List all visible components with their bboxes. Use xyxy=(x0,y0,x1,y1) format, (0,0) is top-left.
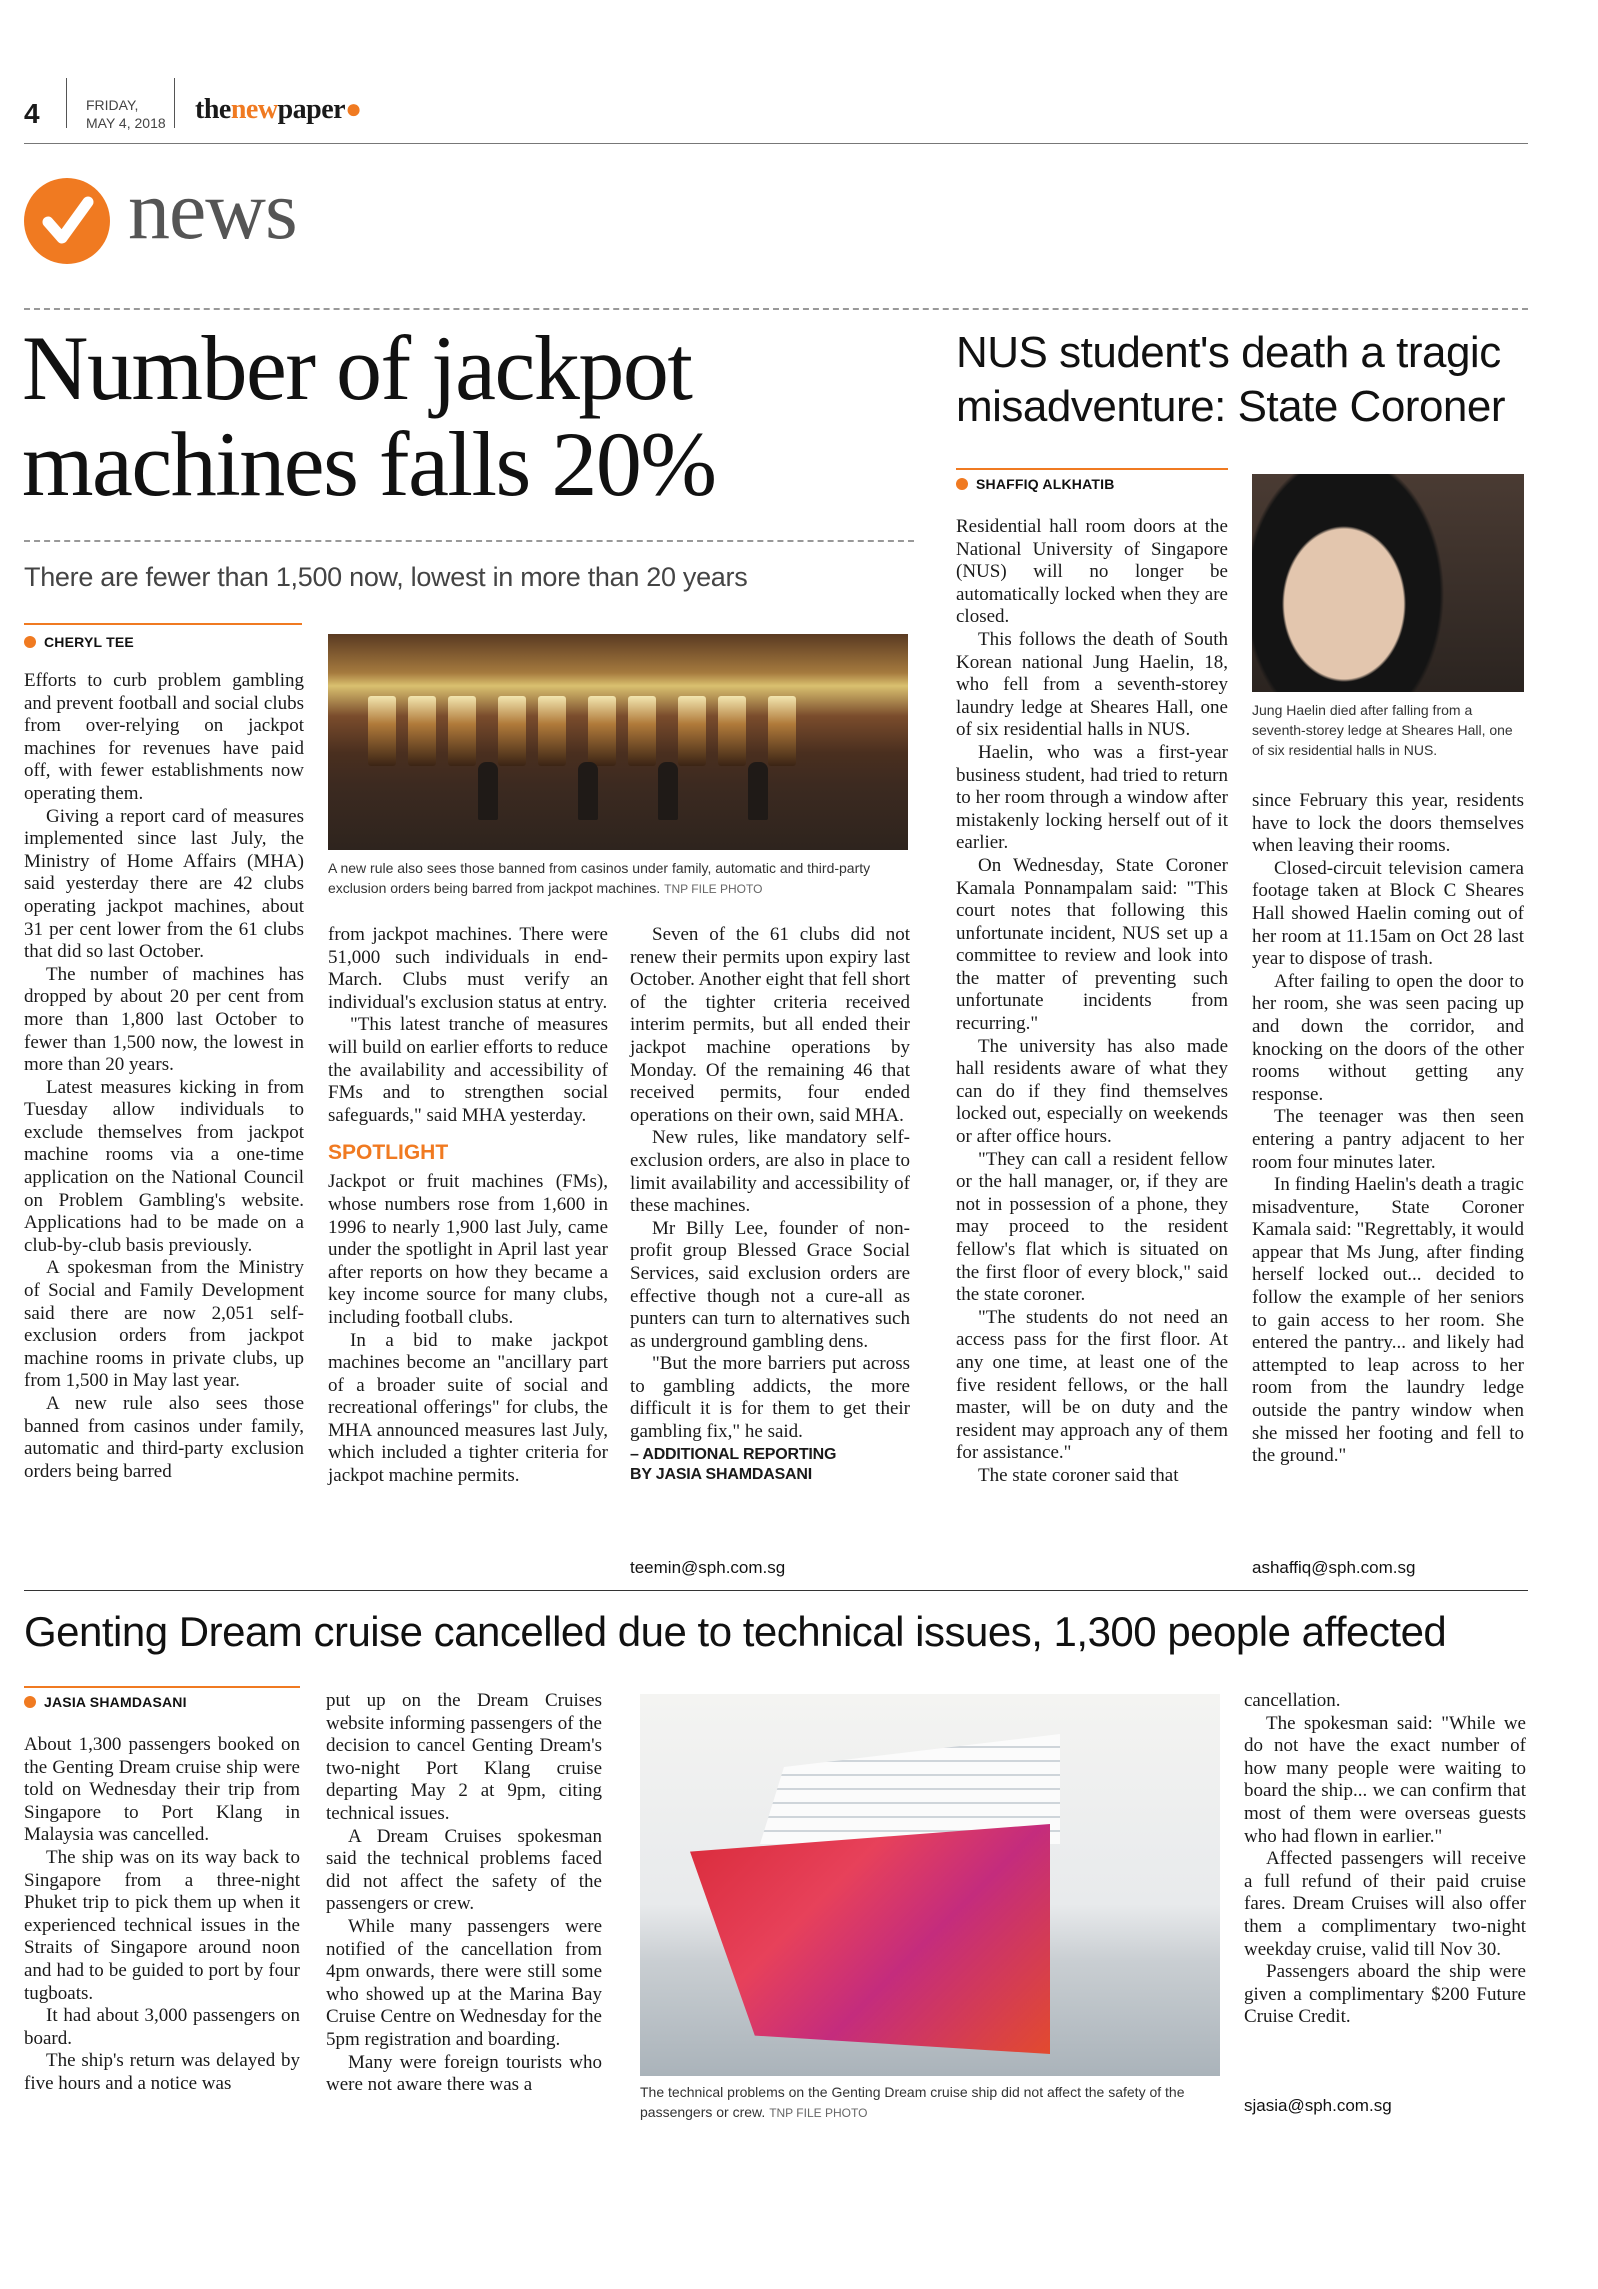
slot-machine xyxy=(408,696,436,766)
paragraph: Giving a report card of measures implemented since last July, the Ministry of Home Affairs (MHA) said yesterday there are 42 clubs operating jackpot machines, about 31 per cent lower from the 61 clubs that did so last October. xyxy=(24,805,304,963)
brand-logo xyxy=(195,94,361,126)
story1-column-1 xyxy=(24,670,304,1483)
paragraph: Mr Billy Lee, founder of non-profit group Blessed Grace Social Services, said exclusion orders are effective though not a cure-all as punters can turn to alternatives such as underground gambling dens. xyxy=(630,1217,910,1352)
paragraph: A new rule also sees those banned from casinos under family, automatic and third-party exclusion orders being barred xyxy=(24,1393,304,1482)
paragraph: While many passengers were notified of the cancellation from 4pm onwards, there were still some who showed up at the Marina Bay Cruise Centre on Wednesday for the 5pm registration and boarding. xyxy=(326,1915,602,2050)
header-divider xyxy=(66,78,67,128)
story1-divider xyxy=(24,540,914,542)
slot-machine xyxy=(368,696,396,766)
paragraph: "But the more barriers put across to gambling addicts, the more difficult it is for them to get their gambling fix," he said. xyxy=(630,1353,910,1443)
story2-byline xyxy=(956,476,1115,492)
reporting-credit: BY JASIA SHAMDASANI xyxy=(630,1465,813,1483)
story2-headline-line: misadventure: State Coroner xyxy=(956,382,1506,431)
story1-byline-name: CHERYL TEE xyxy=(44,634,134,650)
patron xyxy=(578,762,598,820)
brand-paper: paper xyxy=(277,94,346,125)
paragraph: The ship was on its way back to Singapore from a three-night Phuket trip to pick them up when it experienced technical issues in the Straits of Singapore around noon and had to be guided to port by four tugboats. xyxy=(24,1846,300,2004)
paragraph: Seven of the 61 clubs did not renew their permits upon expiry last October. Another eight that fell short of the tighter criteria received interim permits, but all ended their jackpot machine operations by Monday. Of the remaining 46 that received permits, four ended operations on their own, said MHA. xyxy=(630,924,910,1126)
photo-credit: TNP FILE PHOTO xyxy=(769,2106,868,2120)
story3-byline-rule xyxy=(24,1686,300,1688)
paragraph: A Dream Cruises spokesman said the technical problems faced did not affect the safety of the passengers or crew. xyxy=(326,1825,602,1915)
paragraph: "The students do not need an access pass for the first floor. At any one time, at least one of the five resident fellows, or the hall master, will be on duty and the resident may approach any of them for assistance." xyxy=(956,1306,1228,1464)
paragraph: Many were foreign tourists who were not aware there was a xyxy=(326,2051,602,2096)
byline-dot-icon xyxy=(24,636,36,648)
header-rule xyxy=(24,143,1528,144)
cruise-ship-photo-caption xyxy=(640,2082,1220,2123)
page-number: 4 xyxy=(24,98,40,129)
paragraph: The state coroner said that xyxy=(978,1464,1179,1486)
paragraph: since February this year, residents have to lock the doors themselves when leaving their rooms. xyxy=(1252,790,1524,857)
spotlight-subhead: SPOTLIGHT xyxy=(328,1141,449,1165)
story3-byline xyxy=(24,1694,187,1710)
story2-headline-line: NUS student's death a tragic xyxy=(956,328,1501,377)
paragraph: About 1,300 passengers booked on the Genting Dream cruise ship were told on Wednesday their trip from Singapore to Port Klang in Malaysia was cancelled. xyxy=(24,1734,300,1846)
ship-hull xyxy=(690,1824,1050,2054)
story3-rule xyxy=(24,1590,1528,1591)
paragraph: After failing to open the door to her room, she was seen pacing up and down the corridor, and knocking on the doors of the other rooms without getting any response. xyxy=(1252,970,1524,1105)
reporting-credit: – ADDITIONAL REPORTING xyxy=(630,1445,837,1463)
slot-machine xyxy=(538,696,566,766)
issue-day: FRIDAY, xyxy=(86,97,139,113)
story2-headline xyxy=(956,326,1505,434)
story2-email[interactable]: ashaffiq@sph.com.sg xyxy=(1252,1558,1416,1577)
paragraph: The number of machines has dropped by about 20 per cent from more than 1,800 last October to fewer than 1,500 now, the lowest in more than 20 years. xyxy=(24,963,304,1076)
story3-column-2 xyxy=(326,1690,602,2097)
paragraph: Closed-circuit television camera footage taken at Block C Sheares Hall showed Haelin coming out of her room at 11.15am on Oct 28 last year to dispose of trash. xyxy=(1252,857,1524,970)
story1-byline xyxy=(24,634,134,650)
slot-machine xyxy=(768,696,796,766)
story1-byline-rule xyxy=(24,623,302,625)
story3-email[interactable]: sjasia@sph.com.sg xyxy=(1244,2096,1392,2115)
story2-byline-rule xyxy=(956,468,1228,470)
paragraph: Affected passengers will receive a full refund of their paid cruise fares. Dream Cruises will also offer them a complimentary two-night weekday cruise, valid till Nov 30. xyxy=(1244,1848,1526,1960)
paragraph: cancellation. xyxy=(1244,1690,1341,1711)
paragraph: "They can call a resident fellow or the hall manager, or, if they are not in possession of a phone, they may proceed to the resident fellow's flat which is situated on the first floor of every block," said the state coroner. xyxy=(956,1148,1228,1306)
story1-email[interactable]: teemin@sph.com.sg xyxy=(630,1558,786,1577)
student-photo-caption: Jung Haelin died after falling from a seventh-storey ledge at Sheares Hall, one of six residential halls in NUS. xyxy=(1252,702,1513,758)
paragraph: In a bid to make jackpot machines become an "ancillary part of a broader suite of social and recreational offerings" for clubs, the MHA announced measures last July, which included a tighter criteria for jackpot machine permits. xyxy=(328,1329,608,1487)
patron xyxy=(658,762,678,820)
story3-byline-name: JASIA SHAMDASANI xyxy=(44,1694,187,1710)
story1-column-2 xyxy=(328,924,608,1488)
issue-date xyxy=(86,96,166,132)
brand-dot-icon: ● xyxy=(345,94,362,125)
paragraph: Passengers aboard the ship were given a complimentary $200 Future Cruise Credit. xyxy=(1244,1961,1526,2028)
slot-machine xyxy=(498,696,526,766)
cruise-ship-photo xyxy=(640,1694,1220,2076)
brand-new: new xyxy=(230,94,278,125)
story3-headline: Genting Dream cruise cancelled due to technical issues, 1,300 people affected xyxy=(24,1608,1447,1655)
byline-dot-icon xyxy=(956,478,968,490)
slot-machine xyxy=(678,696,706,766)
section-title: news xyxy=(128,164,297,257)
paragraph: This follows the death of South Korean national Jung Haelin, 18, who fell from a seventh-storey laundry ledge at Sheares Hall, one of six residential halls in NUS. xyxy=(956,628,1228,741)
story3-column-1 xyxy=(24,1734,300,2096)
paragraph: The ship's return was delayed by five hours and a notice was xyxy=(24,2050,300,2094)
paragraph: In finding Haelin's death a tragic misadventure, State Coroner Kamala said: "Regrettably, it would appear that Ms Jung, after finding herself locked out... decided to follow the example of her seniors to gain access to her room. She entered the pantry... and likely had attempted to leap across to her room from the laundry ledge outside the pantry window when she missed her footing and fell to the ground." xyxy=(1252,1174,1524,1467)
paragraph: On Wednesday, State Coroner Kamala Ponnampalam said: "This court notes that following this unfortunate incident, NUS set up a committee to review and look into the matter of preventing such unfortunate incidents from recurring." xyxy=(956,854,1228,1035)
student-photo xyxy=(1252,474,1524,692)
paragraph: Residential hall room doors at the National University of Singapore (NUS) will no longer be automatically locked when they are closed. xyxy=(956,516,1228,628)
slot-machine xyxy=(718,696,746,766)
checkmark-icon xyxy=(24,178,110,264)
caption-text: The technical problems on the Genting Dream cruise ship did not affect the safety of the passengers or crew. xyxy=(640,2084,1185,2120)
paragraph: Efforts to curb problem gambling and prevent football and social clubs from over-relying on jackpot machines for revenues have paid off, with fewer establishments now operating them. xyxy=(24,670,304,804)
story1-headline xyxy=(22,317,716,515)
brand-the: the xyxy=(195,94,231,125)
photo-credit: TNP FILE PHOTO xyxy=(664,882,763,896)
header-divider xyxy=(174,78,175,128)
paragraph: A spokesman from the Ministry of Social and Family Development said there are now 2,051 self-exclusion orders from jackpot machine rooms in private clubs, up from 1,500 in May last year. xyxy=(24,1257,304,1392)
issue-date-text: MAY 4, 2018 xyxy=(86,115,166,131)
story1-headline-line: machines falls 20% xyxy=(22,413,716,515)
paragraph: Haelin, who was a first-year business student, had tried to return to her room through a window after mistakenly locking herself out of it earlier. xyxy=(956,741,1228,854)
story1-standfirst: There are fewer than 1,500 now, lowest in more than 20 years xyxy=(24,562,748,592)
paragraph: The teenager was then seen entering a pantry adjacent to her room four minutes later. xyxy=(1252,1106,1524,1173)
slot-machine xyxy=(628,696,656,766)
paragraph: Latest measures kicking in from Tuesday allow individuals to exclude themselves from jackpot machine rooms via a one-time application on the National Council on Problem Gambling's website. Applications had to be made on a club-by-club basis previously. xyxy=(24,1076,304,1256)
paragraph: Jackpot or fruit machines (FMs), whose numbers rose from 1,600 in 1996 to nearly 1,900 last July, came under the spotlight in April last year after reports on how they became a key income source for many clubs, including football clubs. xyxy=(328,1171,608,1328)
story3-column-3 xyxy=(1244,1690,1526,2029)
story2-column-1 xyxy=(956,516,1228,1488)
paragraph: New rules, like mandatory self-exclusion orders, are also in place to limit availability and accessibility of these machines. xyxy=(630,1127,910,1217)
story1-column-3 xyxy=(630,924,910,1484)
casino-photo xyxy=(328,634,908,850)
paragraph: The university has also made hall residents aware of what they can do if they find themselves locked out, especially on weekends or after office hours. xyxy=(956,1035,1228,1148)
paragraph: put up on the Dream Cruises website informing passengers of the decision to cancel Genting Dream's two-night Port Klang cruise departing May 2 at 9pm, citing technical issues. xyxy=(326,1690,602,1824)
byline-dot-icon xyxy=(24,1696,36,1708)
paragraph: It had about 3,000 passengers on board. xyxy=(24,2005,300,2049)
patron xyxy=(478,762,498,820)
paragraph: from jackpot machines. There were 51,000 such individuals in end-March. Clubs must verify an individual's exclusion status at entry. xyxy=(328,924,608,1013)
paragraph: "This latest tranche of measures will build on earlier efforts to reduce the availability and accessibility of FMs and to strengthen social safeguards," said MHA yesterday. xyxy=(328,1014,608,1126)
section-divider xyxy=(24,308,1528,310)
casino-photo-caption xyxy=(328,858,908,899)
story1-headline-line: Number of jackpot xyxy=(22,317,692,419)
slot-machine xyxy=(448,696,476,766)
caption-text: A new rule also sees those banned from casinos under family, automatic and third-party exclusion orders being barred from jackpot machines. xyxy=(328,860,871,896)
story2-byline-name: SHAFFIQ ALKHATIB xyxy=(976,476,1115,492)
story2-column-2 xyxy=(1252,790,1524,1468)
paragraph: The spokesman said: "While we do not have the exact number of how many people were waiting to board the ship... we can confirm that most of them were overseas guests who had flown in earlier." xyxy=(1244,1712,1526,1847)
slot-machine xyxy=(588,696,616,766)
patron xyxy=(748,762,768,820)
